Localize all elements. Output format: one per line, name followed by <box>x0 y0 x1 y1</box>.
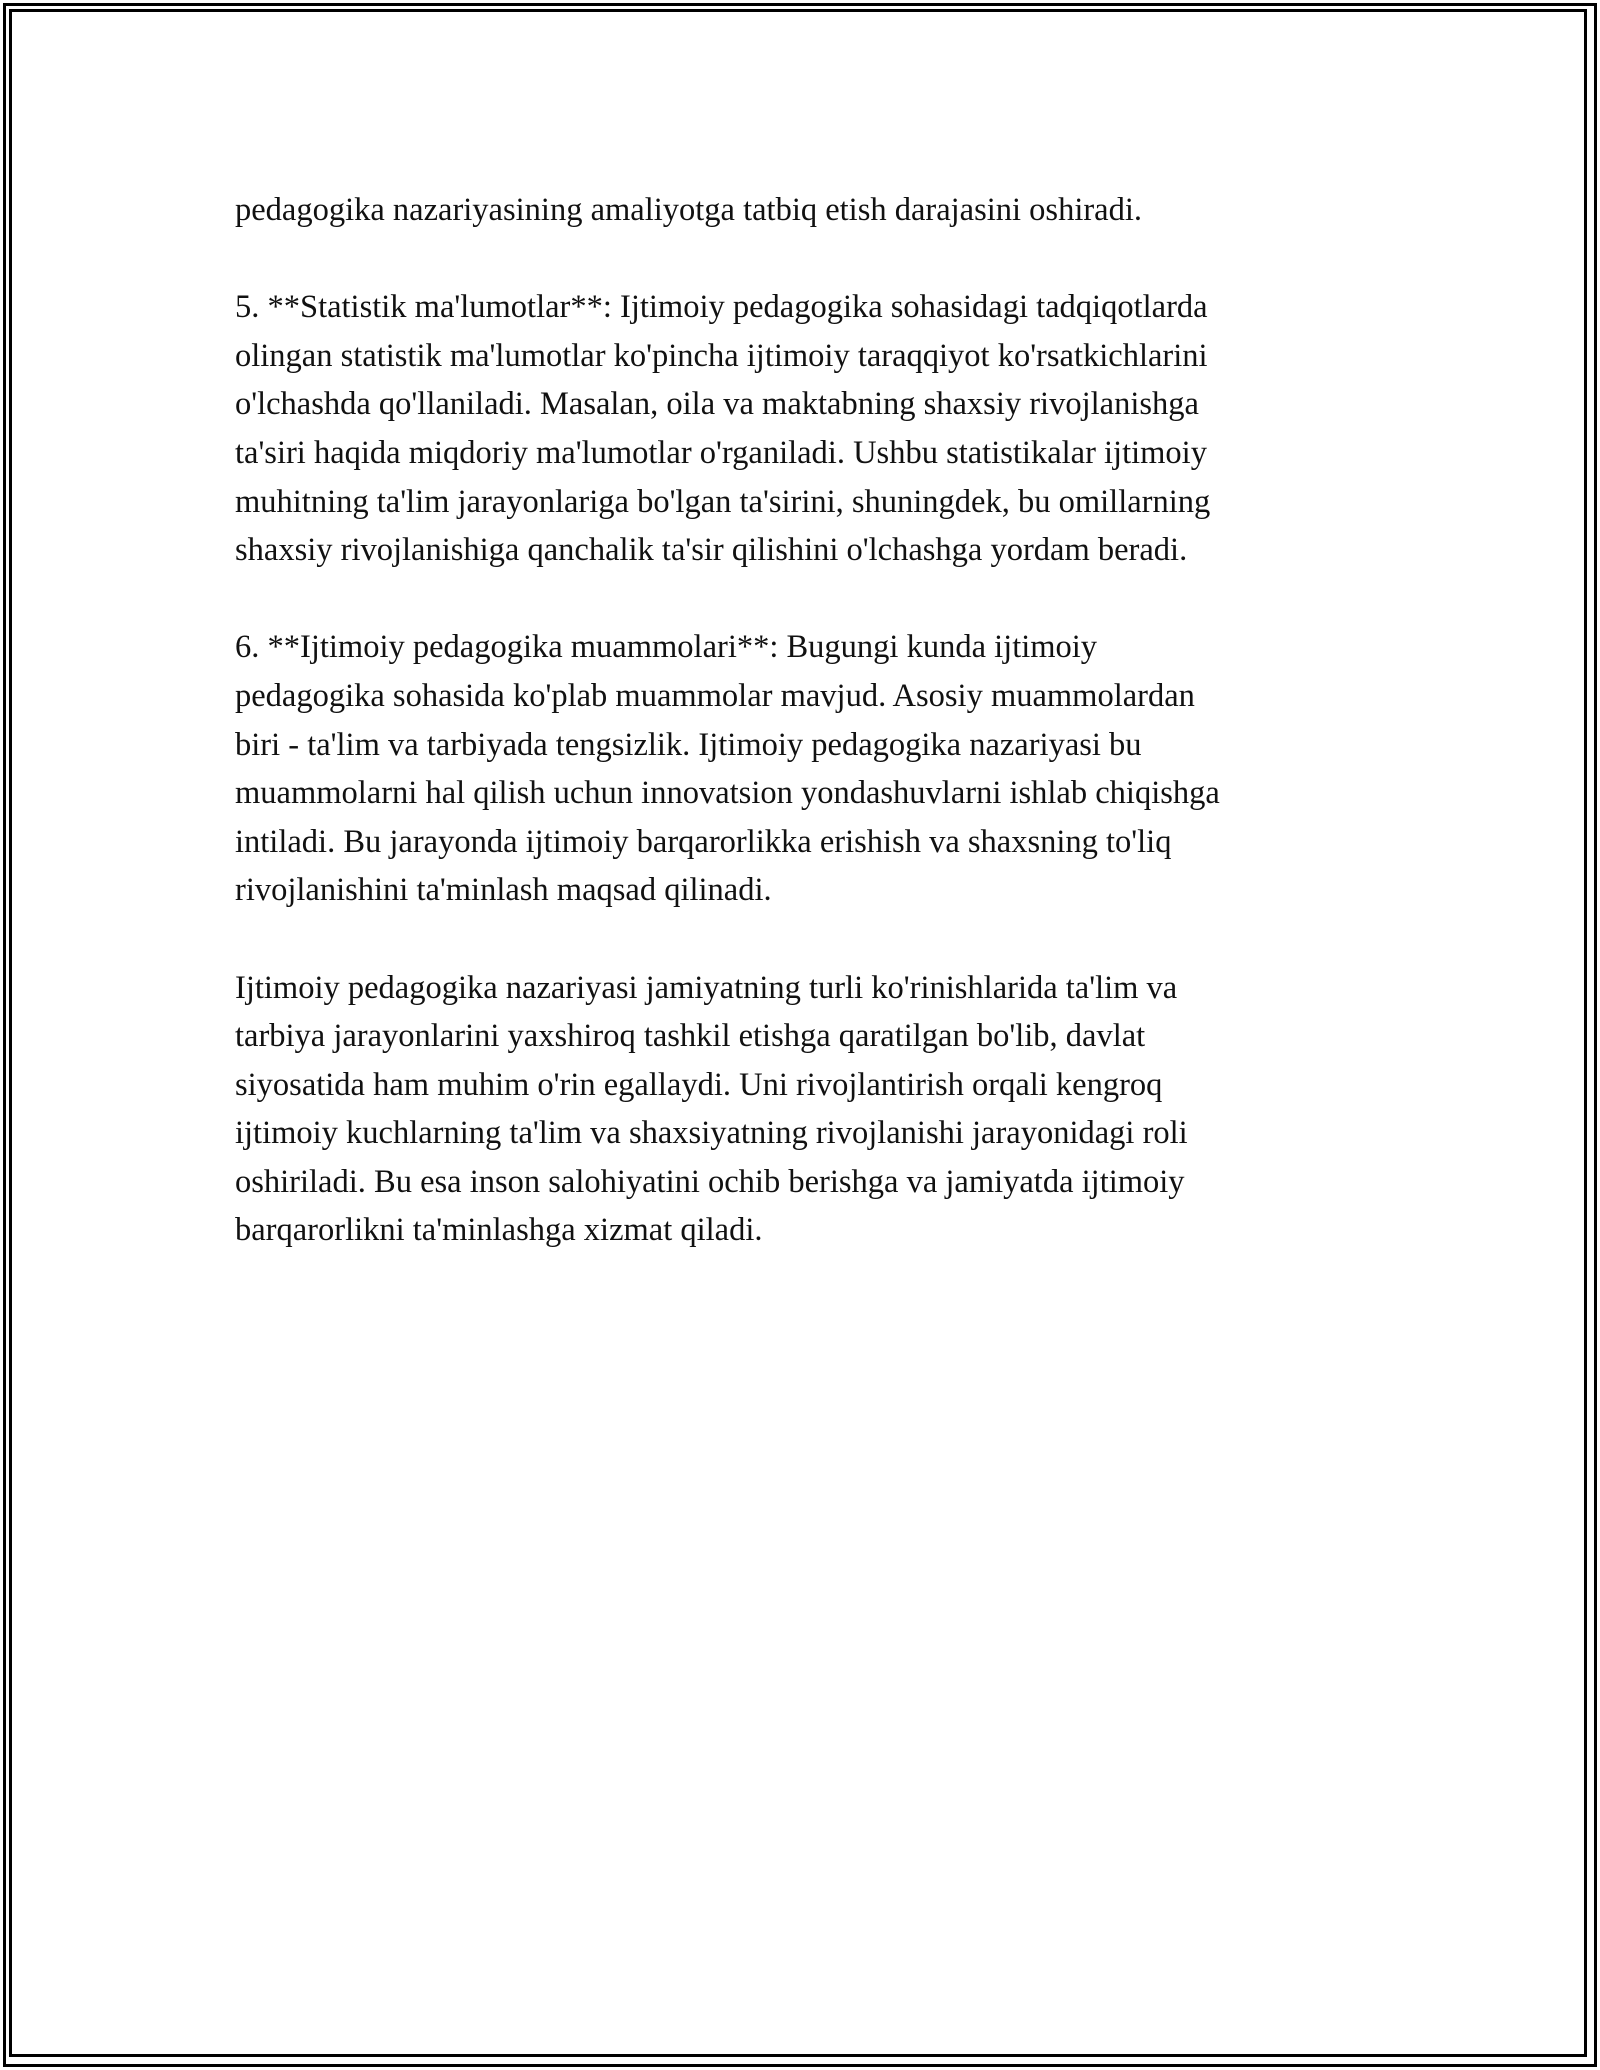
text-line: tarbiya jarayonlarini yaxshiroq tashkil etishga qaratilgan bo'lib, davlat <box>235 1018 1146 1055</box>
text-line: pedagogika sohasida ko'plab muammolar mavjud. Asosiy muammolardan <box>235 677 1195 714</box>
text-line: oshiriladi. Bu esa inson salohiyatini ochib berishga va jamiyatda ijtimoiy <box>235 1163 1185 1200</box>
text-line: intiladi. Bu jarayonda ijtimoiy barqarorlikka erishish va shaxsning to'liq <box>235 823 1172 860</box>
paragraph-pedagogika-muammolari <box>235 623 1375 915</box>
text-line: barqarorlikni ta'minlashga xizmat qiladi. <box>235 1212 763 1249</box>
text-line: siyosatida ham muhim o'rin egallaydi. Uni rivojlantirish orqali kengroq <box>235 1066 1163 1103</box>
text-line: 5. **Statistik ma'lumotlar**: Ijtimoiy pedagogika sohasidagi tadqiqotlarda <box>235 289 1208 326</box>
text-line: pedagogika nazariyasining amaliyotga tatbiq etish darajasini oshiradi. <box>235 192 1143 228</box>
text-line: rivojlanishini ta'minlash maqsad qilinadi. <box>235 872 772 909</box>
text-line: olingan statistik ma'lumotlar ko'pincha ijtimoiy taraqqiyot ko'rsatkichlarini <box>235 337 1208 374</box>
document-body <box>235 186 1375 1255</box>
text-line: 6. **Ijtimoiy pedagogika muammolari**: Bugungi kunda ijtimoiy <box>235 629 1098 666</box>
text-line: ta'siri haqida miqdoriy ma'lumotlar o'rganiladi. Ushbu statistikalar ijtimoiy <box>235 434 1207 471</box>
text-line: muhitning ta'lim jarayonlariga bo'lgan ta'sirini, shuningdek, bu omillarning <box>235 483 1211 520</box>
text-line: muammolarni hal qilish uchun innovatsion yondashuvlarni ishlab chiqishga <box>235 775 1220 812</box>
paragraph-conclusion <box>235 964 1375 1256</box>
paragraph-gap <box>235 575 1375 624</box>
text-line: Ijtimoiy pedagogika nazariyasi jamiyatning turli ko'rinishlarida ta'lim va <box>235 969 1178 1006</box>
text-line: ijtimoiy kuchlarning ta'lim va shaxsiyatning rivojlanishi jarayonidagi roli <box>235 1115 1188 1152</box>
text-line: shaxsiy rivojlanishiga qanchalik ta'sir qilishini o'lchashga yordam beradi. <box>235 532 1188 569</box>
paragraph-statistik-malumotlar <box>235 283 1375 575</box>
text-line: biri - ta'lim va tarbiyada tengsizlik. Ijtimoiy pedagogika nazariyasi bu <box>235 726 1142 763</box>
text-line: o'lchashda qo'llaniladi. Masalan, oila va maktabning shaxsiy rivojlanishga <box>235 386 1199 423</box>
paragraph-gap <box>235 235 1375 284</box>
paragraph-gap <box>235 915 1375 964</box>
paragraph-continuation <box>235 186 1375 235</box>
